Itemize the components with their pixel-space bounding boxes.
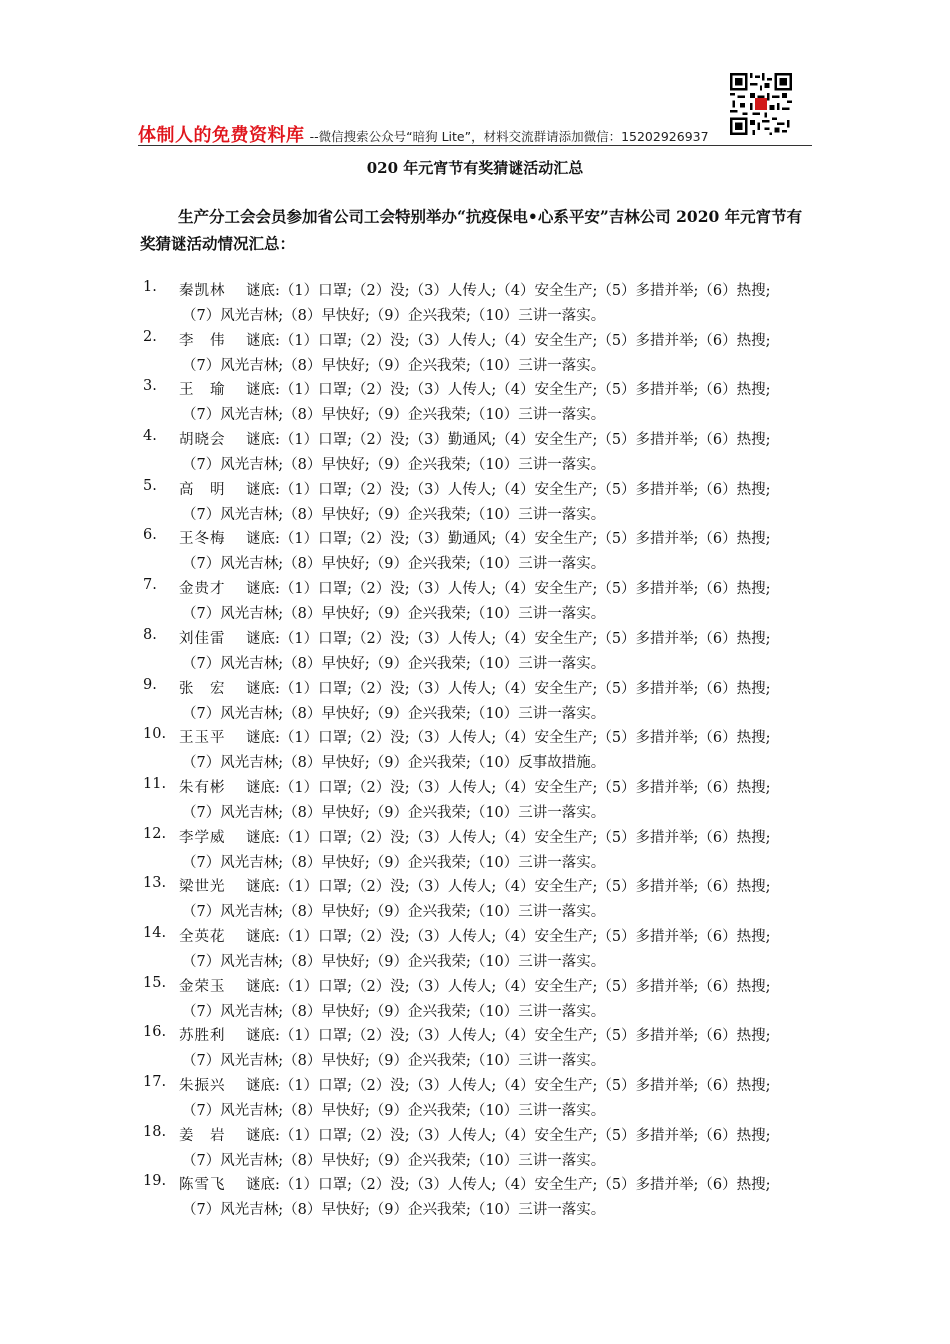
participant-name: 胡晓会 xyxy=(179,432,226,449)
answer-line-2: （7）风光吉林;（8）早快好;（9）企兴我荣;（10）三讲一落实。 xyxy=(182,1053,606,1070)
answer-line-1: 谜底:（1）口罩;（2）没;（3）人传人;（4）安全生产;（5）多措并举;（6）热搜; xyxy=(246,1028,771,1045)
list-item xyxy=(0,627,950,677)
answer-line-1: 谜底:（1）口罩;（2）没;（3）勤通风;（4）安全生产;（5）多措并举;（6）热搜; xyxy=(246,432,771,449)
participant-name: 金贵才 xyxy=(179,581,226,598)
answer-line-2: （7）风光吉林;（8）早快好;（9）企兴我荣;（10）三讲一落实。 xyxy=(182,1003,606,1020)
answer-line-1: 谜底:（1）口罩;（2）没;（3）勤通风;（4）安全生产;（5）多措并举;（6）热搜; xyxy=(246,531,771,548)
answer-line-2: （7）风光吉林;（8）早快好;（9）企兴我荣;（10）三讲一落实。 xyxy=(182,556,606,573)
answer-line-1: 谜底:（1）口罩;（2）没;（3）人传人;（4）安全生产;（5）多措并举;（6）热搜; xyxy=(246,730,771,747)
list-item xyxy=(0,1074,950,1124)
participant-name: 朱有彬 xyxy=(179,779,226,796)
answer-list xyxy=(0,279,950,1223)
answer-line-1: 谜底:（1）口罩;（2）没;（3）人传人;（4）安全生产;（5）多措并举;（6）热搜; xyxy=(246,630,771,647)
list-item xyxy=(0,677,950,727)
entry-number: 11. xyxy=(143,775,167,792)
intro-paragraph: 生产分工会会员参加省公司工会特别举办“抗疫保电•心系平安”吉林公司 2020 年元宵节有奖猜谜活动情况汇总： xyxy=(140,207,803,253)
page-header xyxy=(138,121,812,147)
answer-line-1: 谜底:（1）口罩;（2）没;（3）人传人;（4）安全生产;（5）多措并举;（6）热搜; xyxy=(246,829,771,846)
list-item xyxy=(0,776,950,826)
qr-code-icon xyxy=(730,73,792,135)
entry-number: 16. xyxy=(143,1024,167,1041)
participant-name: 梁世光 xyxy=(179,879,226,896)
answer-line-1: 谜底:（1）口罩;（2）没;（3）人传人;（4）安全生产;（5）多措并举;（6）热搜; xyxy=(246,680,771,697)
entry-number: 6. xyxy=(143,527,157,544)
participant-name: 王玉平 xyxy=(179,730,226,747)
answer-line-2: （7）风光吉林;（8）早快好;（9）企兴我荣;（10）三讲一落实。 xyxy=(182,655,606,672)
entry-number: 2. xyxy=(143,328,157,345)
list-item xyxy=(0,1124,950,1174)
brand-title: 体制人的免费资料库 xyxy=(138,125,305,146)
answer-line-2: （7）风光吉林;（8）早快好;（9）企兴我荣;（10）三讲一落实。 xyxy=(182,1202,606,1219)
answer-line-2: （7）风光吉林;（8）早快好;（9）企兴我荣;（10）三讲一落实。 xyxy=(182,1103,606,1119)
entry-number: 12. xyxy=(143,825,167,842)
answer-line-1: 谜底:（1）口罩;（2）没;（3）人传人;（4）安全生产;（5）多措并举;（6）热搜; xyxy=(246,581,771,598)
entry-number: 9. xyxy=(143,676,157,693)
answer-line-2: （7）风光吉林;（8）早快好;（9）企兴我荣;（10）反事故措施。 xyxy=(182,755,606,772)
answer-line-1: 谜底:（1）口罩;（2）没;（3）人传人;（4）安全生产;（5）多措并举;（6）热搜; xyxy=(246,1127,771,1144)
list-item xyxy=(0,975,950,1025)
answer-line-1: 谜底:（1）口罩;（2）没;（3）人传人;（4）安全生产;（5）多措并举;（6）热搜; xyxy=(246,283,771,299)
list-item xyxy=(0,329,950,379)
participant-name: 高 明 xyxy=(179,481,226,498)
entry-number: 7. xyxy=(143,577,157,594)
list-item xyxy=(0,875,950,925)
list-item xyxy=(0,378,950,428)
entry-number: 19. xyxy=(143,1173,167,1190)
answer-line-2: （7）风光吉林;（8）早快好;（9）企兴我荣;（10）三讲一落实。 xyxy=(182,357,606,374)
list-item xyxy=(0,1173,950,1223)
list-item xyxy=(0,527,950,577)
list-item xyxy=(0,577,950,627)
entry-number: 3. xyxy=(143,378,157,395)
answer-line-2: （7）风光吉林;（8）早快好;（9）企兴我荣;（10）三讲一落实。 xyxy=(182,804,606,821)
participant-name: 王冬梅 xyxy=(179,531,226,548)
header-tagline: --微信搜索公众号“暗狗 Lite”，材料交流群请添加微信：15202926937 xyxy=(309,129,709,144)
entry-number: 15. xyxy=(143,974,167,991)
answer-line-1: 谜底:（1）口罩;（2）没;（3）人传人;（4）安全生产;（5）多措并举;（6）热搜; xyxy=(246,332,771,349)
answer-line-2: （7）风光吉林;（8）早快好;（9）企兴我荣;（10）三讲一落实。 xyxy=(182,1152,606,1169)
participant-name: 刘佳雷 xyxy=(179,630,226,647)
list-item xyxy=(0,726,950,776)
list-item xyxy=(0,1024,950,1074)
participant-name: 秦凯林 xyxy=(179,283,226,299)
entry-number: 10. xyxy=(143,726,167,743)
answer-line-2: （7）风光吉林;（8）早快好;（9）企兴我荣;（10）三讲一落实。 xyxy=(182,705,606,722)
answer-line-2: （7）风光吉林;（8）早快好;（9）企兴我荣;（10）三讲一落实。 xyxy=(182,308,606,324)
entry-number: 4. xyxy=(143,428,157,445)
answer-line-2: （7）风光吉林;（8）早快好;（9）企兴我荣;（10）三讲一落实。 xyxy=(182,904,606,921)
header-divider xyxy=(138,145,812,146)
list-item xyxy=(0,279,950,329)
answer-line-1: 谜底:（1）口罩;（2）没;（3）人传人;（4）安全生产;（5）多措并举;（6）热搜; xyxy=(246,481,771,498)
answer-line-1: 谜底:（1）口罩;（2）没;（3）人传人;（4）安全生产;（5）多措并举;（6）热搜; xyxy=(246,382,771,399)
answer-line-1: 谜底:（1）口罩;（2）没;（3）人传人;（4）安全生产;（5）多措并举;（6）热搜; xyxy=(246,1078,771,1094)
answer-line-2: （7）风光吉林;（8）早快好;（9）企兴我荣;（10）三讲一落实。 xyxy=(182,953,606,970)
participant-name: 李 伟 xyxy=(179,332,226,349)
answer-line-2: （7）风光吉林;（8）早快好;（9）企兴我荣;（10）三讲一落实。 xyxy=(182,506,606,523)
answer-line-1: 谜底:（1）口罩;（2）没;（3）人传人;（4）安全生产;（5）多措并举;（6）热搜; xyxy=(246,928,771,945)
participant-name: 陈雪飞 xyxy=(179,1177,226,1194)
participant-name: 苏胜利 xyxy=(179,1028,226,1045)
entry-number: 1. xyxy=(143,279,157,295)
entry-number: 18. xyxy=(143,1123,167,1140)
answer-line-2: （7）风光吉林;（8）早快好;（9）企兴我荣;（10）三讲一落实。 xyxy=(182,457,606,474)
list-item xyxy=(0,826,950,876)
participant-name: 王 瑜 xyxy=(179,382,226,399)
entry-number: 8. xyxy=(143,626,157,643)
participant-name: 金荣玉 xyxy=(179,978,226,995)
answer-line-2: （7）风光吉林;（8）早快好;（9）企兴我荣;（10）三讲一落实。 xyxy=(182,854,606,871)
participant-name: 姜 岩 xyxy=(179,1127,226,1144)
entry-number: 14. xyxy=(143,924,167,941)
entry-number: 13. xyxy=(143,875,167,892)
answer-line-2: （7）风光吉林;（8）早快好;（9）企兴我荣;（10）三讲一落实。 xyxy=(182,407,606,424)
entry-number: 5. xyxy=(143,477,157,494)
answer-line-1: 谜底:（1）口罩;（2）没;（3）人传人;（4）安全生产;（5）多措并举;（6）热搜; xyxy=(246,779,771,796)
participant-name: 全英花 xyxy=(179,928,226,945)
document-title: 020 年元宵节有奖猜谜活动汇总 xyxy=(366,159,584,177)
list-item xyxy=(0,478,950,528)
list-item xyxy=(0,428,950,478)
entry-number: 17. xyxy=(143,1074,167,1090)
participant-name: 朱振兴 xyxy=(179,1078,226,1094)
participant-name: 李学威 xyxy=(179,829,226,846)
list-item xyxy=(0,925,950,975)
answer-line-1: 谜底:（1）口罩;（2）没;（3）人传人;（4）安全生产;（5）多措并举;（6）热搜; xyxy=(246,1177,771,1194)
answer-line-2: （7）风光吉林;（8）早快好;（9）企兴我荣;（10）三讲一落实。 xyxy=(182,606,606,623)
answer-line-1: 谜底:（1）口罩;（2）没;（3）人传人;（4）安全生产;（5）多措并举;（6）热搜; xyxy=(246,978,771,995)
participant-name: 张 宏 xyxy=(179,680,226,697)
answer-line-1: 谜底:（1）口罩;（2）没;（3）人传人;（4）安全生产;（5）多措并举;（6）热搜; xyxy=(246,879,771,896)
